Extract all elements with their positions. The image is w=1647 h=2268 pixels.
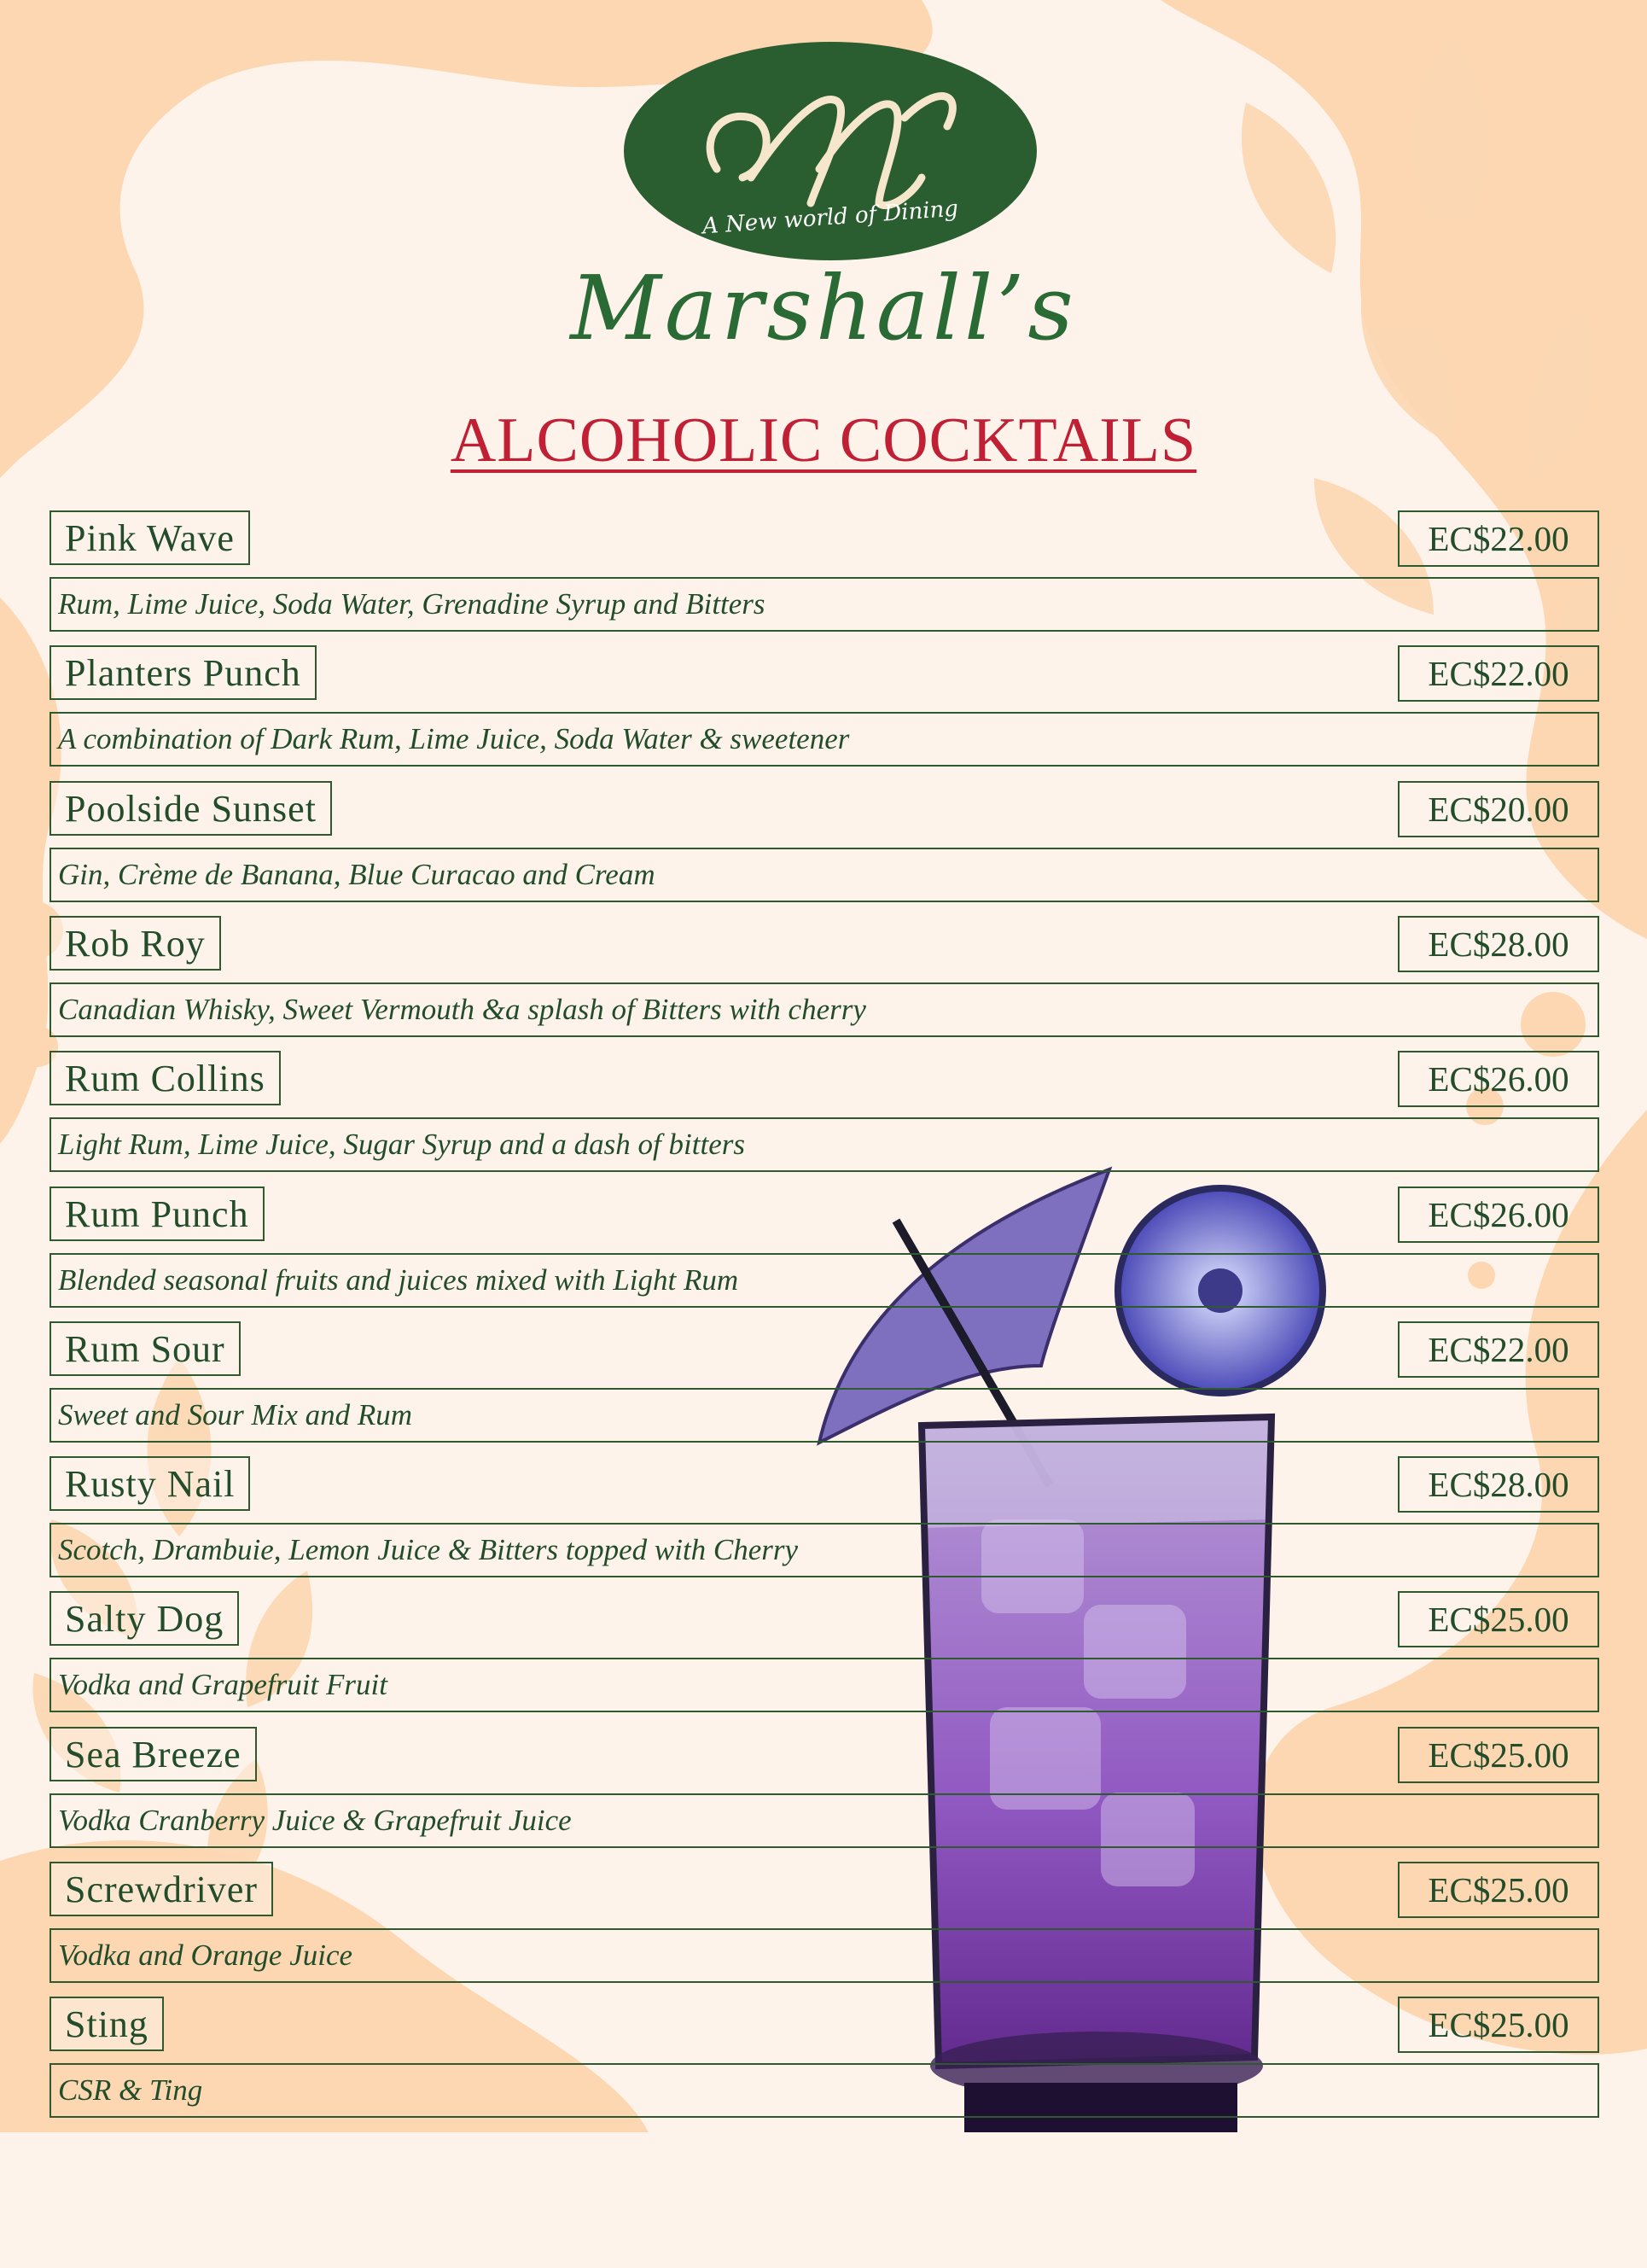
menu-item-description: Vodka and Grapefruit Fruit [49, 1658, 1599, 1712]
menu-item-name: Rusty Nail [49, 1456, 250, 1511]
menu-item-name: Rum Sour [49, 1321, 241, 1376]
menu-item-name: Poolside Sunset [49, 781, 332, 836]
menu-item-price: EC$20.00 [1398, 781, 1599, 837]
menu-title-text: ALCOHOLIC COCKTAILS [450, 405, 1197, 475]
menu-item-description: Sweet and Sour Mix and Rum [49, 1388, 1599, 1443]
menu-item-name: Rum Collins [49, 1051, 281, 1105]
menu-item-price: EC$25.00 [1398, 1862, 1599, 1918]
menu-item-price: EC$22.00 [1398, 1321, 1599, 1378]
menu-item-price: EC$22.00 [1398, 510, 1599, 567]
menu-item-description: CSR & Ting [49, 2063, 1599, 2118]
menu-item-price: EC$25.00 [1398, 1997, 1599, 2053]
menu-item [0, 1997, 1647, 2268]
menu-item-name: Screwdriver [49, 1862, 273, 1916]
menu-item-description: Rum, Lime Juice, Soda Water, Grenadine Syrup and Bitters [49, 577, 1599, 632]
menu-item-description: Vodka Cranberry Juice & Grapefruit Juice [49, 1793, 1599, 1848]
menu-item-price: EC$26.00 [1398, 1186, 1599, 1243]
menu-item-price: EC$28.00 [1398, 916, 1599, 972]
menu-item-name: Salty Dog [49, 1591, 239, 1646]
menu-item-description: A combination of Dark Rum, Lime Juice, Soda Water & sweetener [49, 712, 1599, 767]
menu-item-name: Rum Punch [49, 1186, 265, 1241]
menu-title [0, 405, 1647, 477]
menu-item-price: EC$25.00 [1398, 1591, 1599, 1647]
menu-item-price: EC$25.00 [1398, 1727, 1599, 1783]
restaurant-logo [623, 41, 1038, 261]
logo-tagline: A New world of Dining [701, 195, 959, 240]
menu-item-price: EC$22.00 [1398, 645, 1599, 702]
menu-item-description: Gin, Crème de Banana, Blue Curacao and Cream [49, 848, 1599, 902]
menu-item-name: Pink Wave [49, 510, 250, 565]
menu-item-name: Sting [49, 1997, 164, 2051]
menu-item-description: Blended seasonal fruits and juices mixed with Light Rum [49, 1253, 1599, 1308]
menu-item-description: Light Rum, Lime Juice, Sugar Syrup and a dash of bitters [49, 1117, 1599, 1172]
menu-item-price: EC$28.00 [1398, 1456, 1599, 1513]
menu-item-name: Rob Roy [49, 916, 221, 971]
brand-name: Marshall’s [570, 256, 1077, 360]
menu-item-description: Scotch, Drambuie, Lemon Juice & Bitters topped with Cherry [49, 1523, 1599, 1577]
menu-item-price: EC$26.00 [1398, 1051, 1599, 1107]
menu-item-name: Sea Breeze [49, 1727, 257, 1781]
menu-item-name: Planters Punch [49, 645, 317, 700]
menu-item-description: Vodka and Orange Juice [49, 1928, 1599, 1983]
menu-item-description: Canadian Whisky, Sweet Vermouth &a splash of Bitters with cherry [49, 982, 1599, 1037]
